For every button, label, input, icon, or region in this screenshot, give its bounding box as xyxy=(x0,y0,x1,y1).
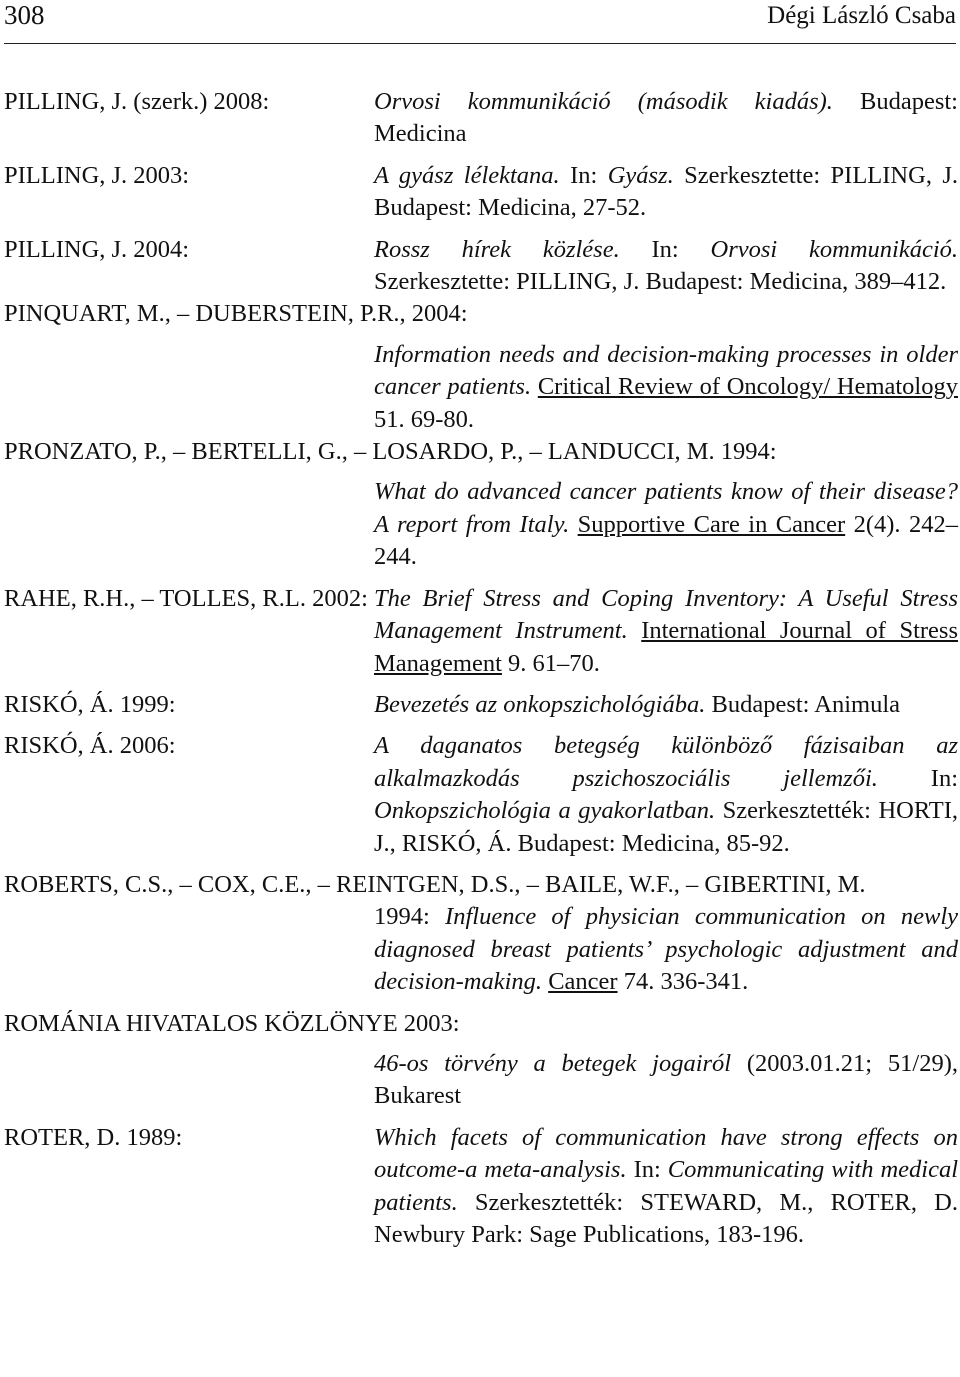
reference-publisher: Szerkesztette: PILLING, J. Budapest: Medicina, 27-52. xyxy=(374,161,958,222)
reference-volume-pages: 51. 69-80. xyxy=(374,405,475,433)
reference-publisher: Szerkesztették: STEWARD, M., ROTER, D. Newbury Park: Sage Publications, 183-196. xyxy=(374,1188,958,1248)
reference-label: ROTER, D. 1989: xyxy=(4,1123,183,1151)
reference-label: RAHE, R.H., – TOLLES, R.L. 2002: xyxy=(4,584,368,612)
header-rule xyxy=(4,43,956,44)
reference-body: Rossz hírek közlése. In: Orvosi kommunikáció. Szerkesztette: PILLING, J. Budapest: Medicina, 389–412. xyxy=(374,235,958,296)
reference-title: Orvosi kommunikáció (második kiadás). xyxy=(374,88,833,115)
reference-entry xyxy=(4,86,958,151)
reference-body xyxy=(4,339,958,436)
reference-entry xyxy=(4,1008,958,1113)
reference-entry xyxy=(4,234,958,299)
reference-label: PILLING, J. 2003: xyxy=(4,161,190,189)
reference-publisher: Budapest: Medicina xyxy=(374,88,958,148)
reference-label: PINQUART, M., – DUBERSTEIN, P.R., 2004: xyxy=(4,300,468,328)
reference-body: A gyász lélektana. In: Gyász. Szerkesztette: PILLING, J. Budapest: Medicina, 27-52. xyxy=(374,161,958,222)
reference-label: RISKÓ, Á. 2006: xyxy=(4,732,176,760)
reference-list xyxy=(4,86,958,1251)
reference-title: Information needs and decision-making processes in older cancer patients. xyxy=(374,340,958,401)
reference-entry xyxy=(4,160,958,225)
reference-book-title: Communicating with medical patients. xyxy=(374,1156,959,1216)
reference-body xyxy=(4,476,958,573)
reference-publisher: Szerkesztette: PILLING, J. Budapest: Medicina, 389–412. xyxy=(374,268,947,296)
reference-year: 1994: xyxy=(374,903,446,931)
reference-title: Rossz hírek közlése. xyxy=(374,235,620,263)
reference-title: Bevezetés az onkopszichológiába. xyxy=(374,690,706,718)
reference-body xyxy=(374,689,958,721)
reference-label: RISKÓ, Á. 1999: xyxy=(4,690,176,718)
reference-body xyxy=(374,583,958,680)
running-author: Dégi László Csaba xyxy=(767,2,956,29)
reference-title: A daganatos betegség különböző fázisaiban az alkalmazkodás pszichoszociális jellemzői. xyxy=(374,732,958,792)
reference-volume-pages: 74. 336-341. xyxy=(617,968,749,996)
reference-entry xyxy=(4,869,958,999)
reference-journal: Supportive Care in Cancer xyxy=(577,510,846,538)
reference-title: Influence of physician communication on newly diagnosed breast patients’ psychologic adjustment and decision-making. xyxy=(374,903,958,996)
reference-journal: International Journal of Stress Management xyxy=(374,617,958,677)
reference-book-title: Gyász. xyxy=(607,161,674,189)
reference-journal: Critical Review of Oncology/ Hematology xyxy=(537,373,958,401)
reference-body: Which facets of communication have strong effects on outcome-a meta-analysis. In: Communicating with medical patients. Szerkesztették: STEWARD, M., ROTER, D. Newbury Park: Sage Publications, 183-196. xyxy=(374,1123,959,1248)
reference-label: PILLING, J. 2004: xyxy=(4,235,190,263)
reference-book-title: Orvosi kommunikáció. xyxy=(710,235,958,263)
reference-entry xyxy=(4,583,958,680)
reference-book-title: Onkopszichológia a gyakorlatban. xyxy=(374,797,716,825)
reference-entry xyxy=(4,730,958,860)
reference-entry xyxy=(4,689,958,721)
reference-entry xyxy=(4,298,958,436)
reference-title: 46-os törvény a betegek jogairól xyxy=(374,1049,732,1077)
reference-label: ROMÁNIA HIVATALOS KÖZLÖNYE 2003: xyxy=(4,1009,460,1037)
reference-body xyxy=(4,901,958,998)
reference-volume-pages: 9. 61–70. xyxy=(501,649,600,677)
page-number: 308 xyxy=(4,0,45,30)
reference-body: A daganatos betegség különböző fázisaiban az alkalmazkodás pszichoszociális jellemzői. In: Onkopszichológia a gyakorlatban. Szerkesztették: HORTI, J., RISKÓ, Á. Budapest: Medicina, 85-92. xyxy=(374,732,958,857)
reference-publisher: (2003.01.21; 51/29), Bukarest xyxy=(374,1049,958,1110)
reference-title: A gyász lélektana. xyxy=(374,161,560,189)
reference-title: The Brief Stress and Coping Inventory: A Useful Stress Management Instrument. xyxy=(374,584,958,645)
reference-label: ROBERTS, C.S., – COX, C.E., – REINTGEN, D.S., – BAILE, W.F., – GIBERTINI, M. xyxy=(4,870,866,898)
running-header xyxy=(0,0,960,38)
reference-publisher: Budapest: Animula xyxy=(705,690,900,718)
reference-journal: Cancer xyxy=(548,968,618,996)
reference-label: PILLING, J. (szerk.) 2008: xyxy=(4,88,270,115)
reference-entry xyxy=(4,1122,958,1252)
reference-body xyxy=(4,1048,958,1113)
reference-body xyxy=(374,86,958,151)
reference-title: What do advanced cancer patients know of their disease? A report from Italy. xyxy=(374,478,958,538)
reference-publisher: Szerkesztették: HORTI, J., RISKÓ, Á. Budapest: Medicina, 85-92. xyxy=(374,797,958,857)
reference-entry xyxy=(4,436,958,574)
reference-title: Which facets of communication have strong effects on outcome-a meta-analysis. xyxy=(374,1123,958,1184)
reference-volume-pages: 2(4). 242–244. xyxy=(374,510,958,571)
reference-label: PRONZATO, P., – BERTELLI, G., – LOSARDO, P., – LANDUCCI, M. 1994: xyxy=(4,438,777,466)
